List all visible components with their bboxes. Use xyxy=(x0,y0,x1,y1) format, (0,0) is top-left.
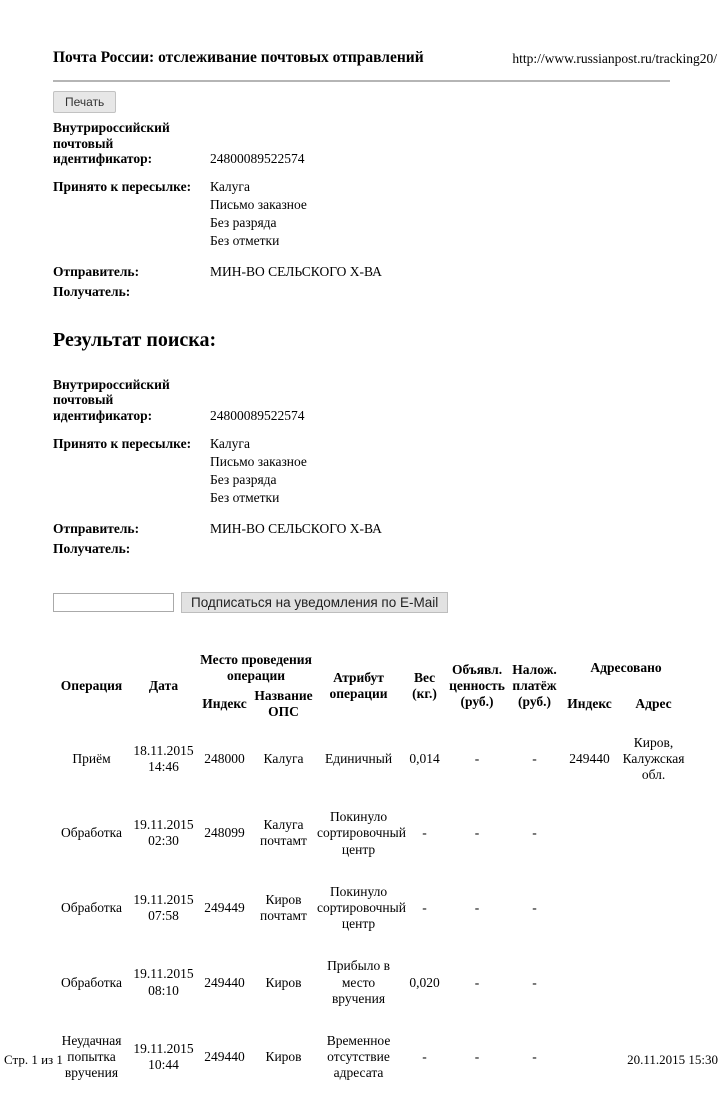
cell-ops_name: Киров почтамт xyxy=(260,891,307,924)
cell-date: 19.11.2015 10:44 xyxy=(133,1040,194,1073)
col-header-cod: Налож. платёж (руб.) xyxy=(512,661,557,709)
table-row xyxy=(53,796,690,871)
accepted-label: Принято к пересылке: xyxy=(53,435,192,451)
accepted-line: Без разряда xyxy=(210,472,277,488)
footer-timestamp: 20.11.2015 15:30 xyxy=(627,1052,718,1067)
print-page-content xyxy=(0,49,724,1094)
cell-weight: - xyxy=(422,899,427,915)
cell-declared_value: - xyxy=(474,974,480,990)
cell-address xyxy=(617,945,690,1020)
cell-ops_name: Калуга xyxy=(263,750,304,766)
col-header-addressed-index: Индекс xyxy=(567,695,612,711)
accepted-row xyxy=(53,436,690,509)
accepted-line: Калуга xyxy=(210,178,250,194)
cell-attribute: Покинуло сортировочный центр xyxy=(317,883,406,932)
recipient-row xyxy=(53,541,690,557)
cell-declared_value: - xyxy=(474,750,480,766)
cell-addr_index xyxy=(562,945,617,1020)
cell-attribute: Временное отсутствие адресата xyxy=(326,1032,391,1081)
cell-operation: Обработка xyxy=(60,974,123,990)
table-row xyxy=(53,945,690,1020)
page-url: http://www.russianpost.ru/tracking20/ xyxy=(512,51,717,66)
cell-ops_name: Киров xyxy=(265,1049,302,1065)
shipment-summary-block xyxy=(53,120,690,300)
cell-cod: - xyxy=(532,750,537,766)
cell-date: 19.11.2015 07:58 xyxy=(133,891,194,924)
cell-attribute: Единичный xyxy=(324,750,393,766)
accepted-row xyxy=(53,179,690,252)
cell-date: 19.11.2015 02:30 xyxy=(133,817,194,849)
postal-id-label: Внутрироссийский почтовый идентификатор: xyxy=(53,376,170,423)
accepted-line: Письмо заказное xyxy=(210,196,307,212)
cell-address: Киров, Калужская обл. xyxy=(622,734,685,782)
cell-index: 249440 xyxy=(204,974,245,990)
accepted-values xyxy=(210,179,307,252)
postal-id-value: 24800089522574 xyxy=(210,407,305,423)
cell-operation: Приём xyxy=(72,750,111,766)
cell-weight: 0,020 xyxy=(409,974,440,990)
col-header-weight: Вес (кг.) xyxy=(412,669,437,701)
cell-addr_index xyxy=(562,871,617,946)
postal-id-label: Внутрироссийский почтовый идентификатор: xyxy=(53,120,170,167)
recipient-row xyxy=(53,284,690,300)
section-divider xyxy=(53,80,670,82)
cell-declared_value: - xyxy=(474,899,480,915)
cell-addr_index xyxy=(562,796,617,871)
search-result-block xyxy=(53,377,690,557)
search-result-heading: Результат поиска: xyxy=(53,328,217,351)
subscribe-button[interactable]: Подписаться на уведомления по E-Mail xyxy=(181,592,448,613)
cell-weight: 0,014 xyxy=(409,750,440,766)
cell-cod: - xyxy=(532,1049,537,1065)
sender-row xyxy=(53,521,690,537)
table-row xyxy=(53,1020,690,1094)
sender-label: Отправитель: xyxy=(53,263,140,279)
cell-attribute: Прибыло в место вручения xyxy=(327,958,390,1006)
accepted-line: Без отметки xyxy=(210,233,280,249)
col-header-place-name: Название ОПС xyxy=(254,687,313,719)
cell-declared_value: - xyxy=(474,825,480,841)
postal-id-row xyxy=(53,120,690,167)
accepted-line: Калуга xyxy=(210,435,250,451)
cell-addr_index: 249440 xyxy=(569,750,610,766)
cell-operation: Обработка xyxy=(60,825,123,841)
tracking-table-body xyxy=(53,722,690,1094)
col-header-operation: Операция xyxy=(60,677,123,693)
accepted-line: Письмо заказное xyxy=(210,453,307,469)
cell-date: 19.11.2015 08:10 xyxy=(133,966,194,998)
sender-label: Отправитель: xyxy=(53,520,140,536)
cell-attribute: Покинуло сортировочный центр xyxy=(317,809,406,857)
cell-address xyxy=(617,871,690,946)
footer-page-number: Стр. 1 из 1 xyxy=(4,1052,63,1067)
cell-index: 248000 xyxy=(204,750,245,766)
accepted-values xyxy=(210,436,307,509)
accepted-label: Принято к пересылке: xyxy=(53,178,192,194)
recipient-label: Получатель: xyxy=(53,541,131,557)
accepted-line: Без разряда xyxy=(210,215,277,231)
col-header-date: Дата xyxy=(148,677,179,693)
col-header-addressed-group: Адресовано xyxy=(590,659,662,675)
accepted-line: Без отметки xyxy=(210,490,280,506)
email-input[interactable] xyxy=(53,593,174,612)
col-header-declared-value: Объявл. ценность (руб.) xyxy=(449,661,505,709)
cell-operation: Обработка xyxy=(60,899,123,915)
col-header-place-index: Индекс xyxy=(202,695,247,711)
sender-row xyxy=(53,264,690,280)
recipient-label: Получатель: xyxy=(53,284,131,300)
postal-id-row xyxy=(53,377,690,424)
cell-cod: - xyxy=(532,974,537,990)
cell-weight: - xyxy=(422,825,427,841)
email-subscribe-bar xyxy=(53,592,690,613)
table-row xyxy=(53,871,690,946)
col-header-place-group: Место проведения операции xyxy=(200,651,312,683)
postal-id-value: 24800089522574 xyxy=(210,150,305,166)
tracking-table-header xyxy=(53,650,690,722)
print-button[interactable]: Печать xyxy=(53,91,116,113)
cell-date: 18.11.2015 14:46 xyxy=(133,742,194,774)
sender-value: МИН-ВО СЕЛЬСКОГО Х-ВА xyxy=(210,520,382,536)
cell-index: 249449 xyxy=(204,899,245,915)
cell-index: 249440 xyxy=(204,1049,245,1065)
tracking-table xyxy=(53,650,690,1094)
col-header-attribute: Атрибут операции xyxy=(329,669,388,701)
cell-ops_name: Киров xyxy=(265,974,302,990)
cell-addr_index xyxy=(562,1020,617,1094)
cell-index: 248099 xyxy=(204,825,245,841)
cell-declared_value: - xyxy=(474,1049,480,1065)
cell-ops_name: Калуга почтамт xyxy=(260,817,307,849)
col-header-addressed-address: Адрес xyxy=(635,695,672,711)
cell-operation: Неудачная попытка вручения xyxy=(61,1032,122,1081)
cell-weight: - xyxy=(422,1049,427,1065)
cell-cod: - xyxy=(532,825,537,841)
table-row xyxy=(53,722,690,797)
cell-address xyxy=(617,796,690,871)
page-title: Почта России: отслеживание почтовых отправлений xyxy=(53,49,424,66)
sender-value: МИН-ВО СЕЛЬСКОГО Х-ВА xyxy=(210,263,382,279)
cell-cod: - xyxy=(532,899,537,915)
